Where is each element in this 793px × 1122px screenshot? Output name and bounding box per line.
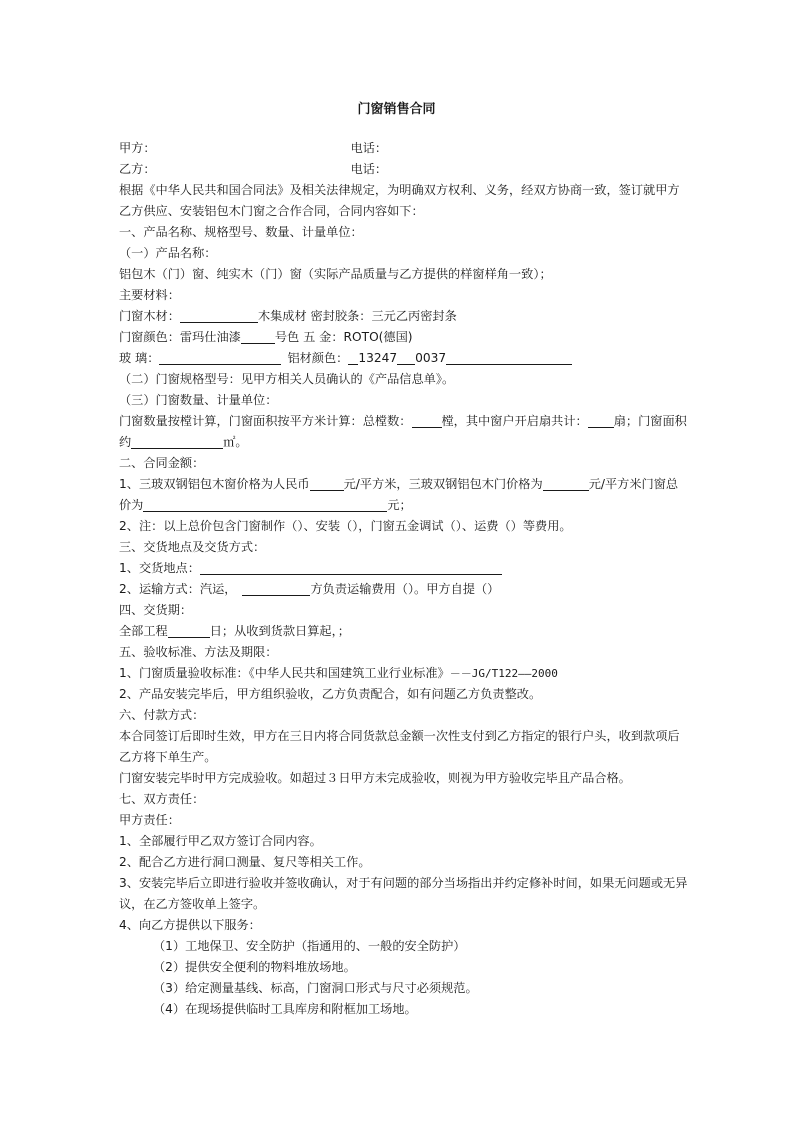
quantity-line (119, 411, 689, 432)
total-price-blank (143, 497, 387, 512)
glass-label: 玻 璃： (119, 351, 160, 365)
glass-line (119, 348, 689, 369)
party-a-label: 甲方： (119, 141, 156, 155)
section-6-heading: 六、付款方式： (119, 708, 205, 722)
price-line (119, 474, 689, 495)
price-note: 2、注：以上总价包含门窗制作（）、安装（），门窗五金调试（）、运费（）等费用。 (119, 519, 572, 533)
transport-blank (242, 581, 310, 596)
area-unit: ㎡。 (223, 435, 248, 449)
party-b-line (119, 159, 689, 180)
delivery-place-line (119, 558, 689, 579)
delivery-period-line (119, 621, 689, 642)
duty-item-3a: 3、安装完毕后立即进行验收并签收确认，对于有问题的部分当场指出并约定修补时间，如果无问题或无异 (119, 876, 688, 890)
aluminum-color-label: 铝材颜色： (287, 351, 349, 365)
section-4-heading: 四、交货期： (119, 603, 193, 617)
document-title: 门窗销售合同 (357, 102, 436, 117)
transport-text-1: 2、运输方式：汽运， (119, 582, 237, 596)
duty-item-1: 1、全部履行甲乙双方签订合同内容。 (119, 834, 322, 848)
total-prefix: 价为 (119, 498, 144, 512)
window-price-blank (310, 476, 344, 491)
total-price-text: 元/平方米门窗总 (588, 477, 679, 491)
standard-line (119, 663, 689, 684)
delivery-period-label: 全部工程 (119, 624, 168, 638)
intro-line-2: 乙方供应、安装铝包木门窗之合作合同，合同内容如下： (119, 204, 424, 218)
door-price-blank (543, 476, 589, 491)
section-2-heading: 二、合同金额： (119, 456, 205, 470)
service-item-1: （1）工地保卫、安全防护（指通用的、一般的安全防护） (153, 939, 466, 953)
standard-code: －－JG/T122——2000 (449, 667, 558, 680)
quantity-text-1: 门窗数量按樘计算，门窗面积按平方米计算：总樘数： (119, 414, 412, 428)
section-1-heading: 一、产品名称、规格型号、数量、计量单位： (119, 225, 363, 239)
spec-line: （二）门窗规格型号：见甲方相关人员确认的《产品信息单》。 (119, 372, 455, 386)
window-price-text: 1、三玻双钢铝包木窗价格为人民币 (119, 477, 310, 491)
product-name-text: 铝包木（门）窗、纯实木（门）窗（实际产品质量与乙方提供的样窗样角一致）； (119, 267, 552, 281)
aluminum-color-blank (446, 350, 572, 365)
quantity-heading: （三）门窗数量、计量单位： (119, 393, 278, 407)
party-a-line (119, 138, 689, 159)
service-item-3: （3）给定测量基线、标高，门窗洞口形式与尺寸必须规范。 (153, 981, 478, 995)
area-line (119, 432, 689, 453)
area-prefix: 约 (119, 435, 132, 449)
duty-item-4: 4、向乙方提供以下服务： (119, 918, 261, 932)
payment-line-3: 门窗安装完毕时甲方完成验收。如超过３日甲方未完成验收，则视为甲方验收完毕且产品合格。 (119, 771, 631, 785)
aluminum-color-code-1: 13247 (358, 351, 398, 365)
transport-line (119, 579, 689, 600)
wood-line (119, 306, 689, 327)
color-label: 门窗颜色：雷玛仕油漆 (119, 330, 241, 344)
contract-body (119, 138, 689, 1020)
section-3-heading: 三、交货地点及交货方式： (119, 540, 266, 554)
total-count-blank (412, 413, 442, 428)
party-b-label: 乙方： (119, 162, 156, 176)
payment-line-1: 本合同签订后即时生效，甲方在三日内将合同货款总金额一次性支付到乙方指定的银行户头，收到款项后 (119, 729, 680, 743)
transport-text-2: 方负责运输费用（）。甲方自提（） (310, 582, 500, 596)
area-blank (131, 434, 223, 449)
wood-blank (180, 308, 258, 323)
phone-a-label: 电话： (350, 141, 388, 155)
section-5-heading: 五、验收标准、方法及期限： (119, 645, 278, 659)
glass-blank (159, 350, 281, 365)
duty-item-2: 2、配合乙方进行洞口测量、复尺等相关工作。 (119, 855, 371, 869)
total-unit: 元； (387, 498, 412, 512)
payment-line-2: 乙方将下单生产。 (119, 750, 217, 764)
section-7-heading: 七、双方责任： (119, 792, 205, 806)
standard-text: 1、门窗质量验收标准：《中华人民共和国建筑工业行业标准》 (119, 666, 450, 680)
delivery-period-text: 日；从收到货款日算起，； (209, 624, 350, 638)
wood-label: 门窗木材： (119, 309, 180, 323)
intro-line-1: 根据《中华人民共和国合同法》及相关法律规定，为明确双方权利、义务，经双方协商一致，签订就甲方 (119, 183, 680, 197)
delivery-days-blank (168, 623, 210, 638)
color-line (119, 327, 689, 348)
quantity-text-2: 樘，其中窗户开启扇共计： (441, 414, 588, 428)
party-a-duty-heading: 甲方责任： (119, 813, 180, 827)
product-name-heading: （一）产品名称： (119, 246, 217, 260)
delivery-place-label: 1、交货地点： (119, 561, 200, 575)
phone-b-label: 电话： (350, 162, 388, 176)
materials-heading: 主要材料： (119, 288, 180, 302)
hardware-text: 号色 五 金：ROTO(德国) (274, 330, 413, 344)
delivery-place-blank (200, 560, 502, 575)
color-blank (241, 329, 275, 344)
sash-count-blank (588, 413, 614, 428)
service-item-2: （2）提供安全便利的物料堆放场地。 (153, 960, 356, 974)
total-line (119, 495, 689, 516)
aluminum-color-code-2: 0037 (415, 351, 447, 365)
acceptance-line: 2、产品安装完毕后，甲方组织验收，乙方负责配合，如有问题乙方负责整改。 (119, 687, 542, 701)
wood-text: 木集成材 密封胶条：三元乙丙密封条 (257, 309, 457, 323)
door-price-text: 元/平方米，三玻双钢铝包木门价格为 (343, 477, 543, 491)
quantity-text-3: 扇；门窗面积 (613, 414, 687, 428)
service-item-4: （4）在现场提供临时工具库房和附框加工场地。 (153, 1002, 417, 1016)
duty-item-3b: 议，在乙方签收单上签字。 (119, 897, 266, 911)
